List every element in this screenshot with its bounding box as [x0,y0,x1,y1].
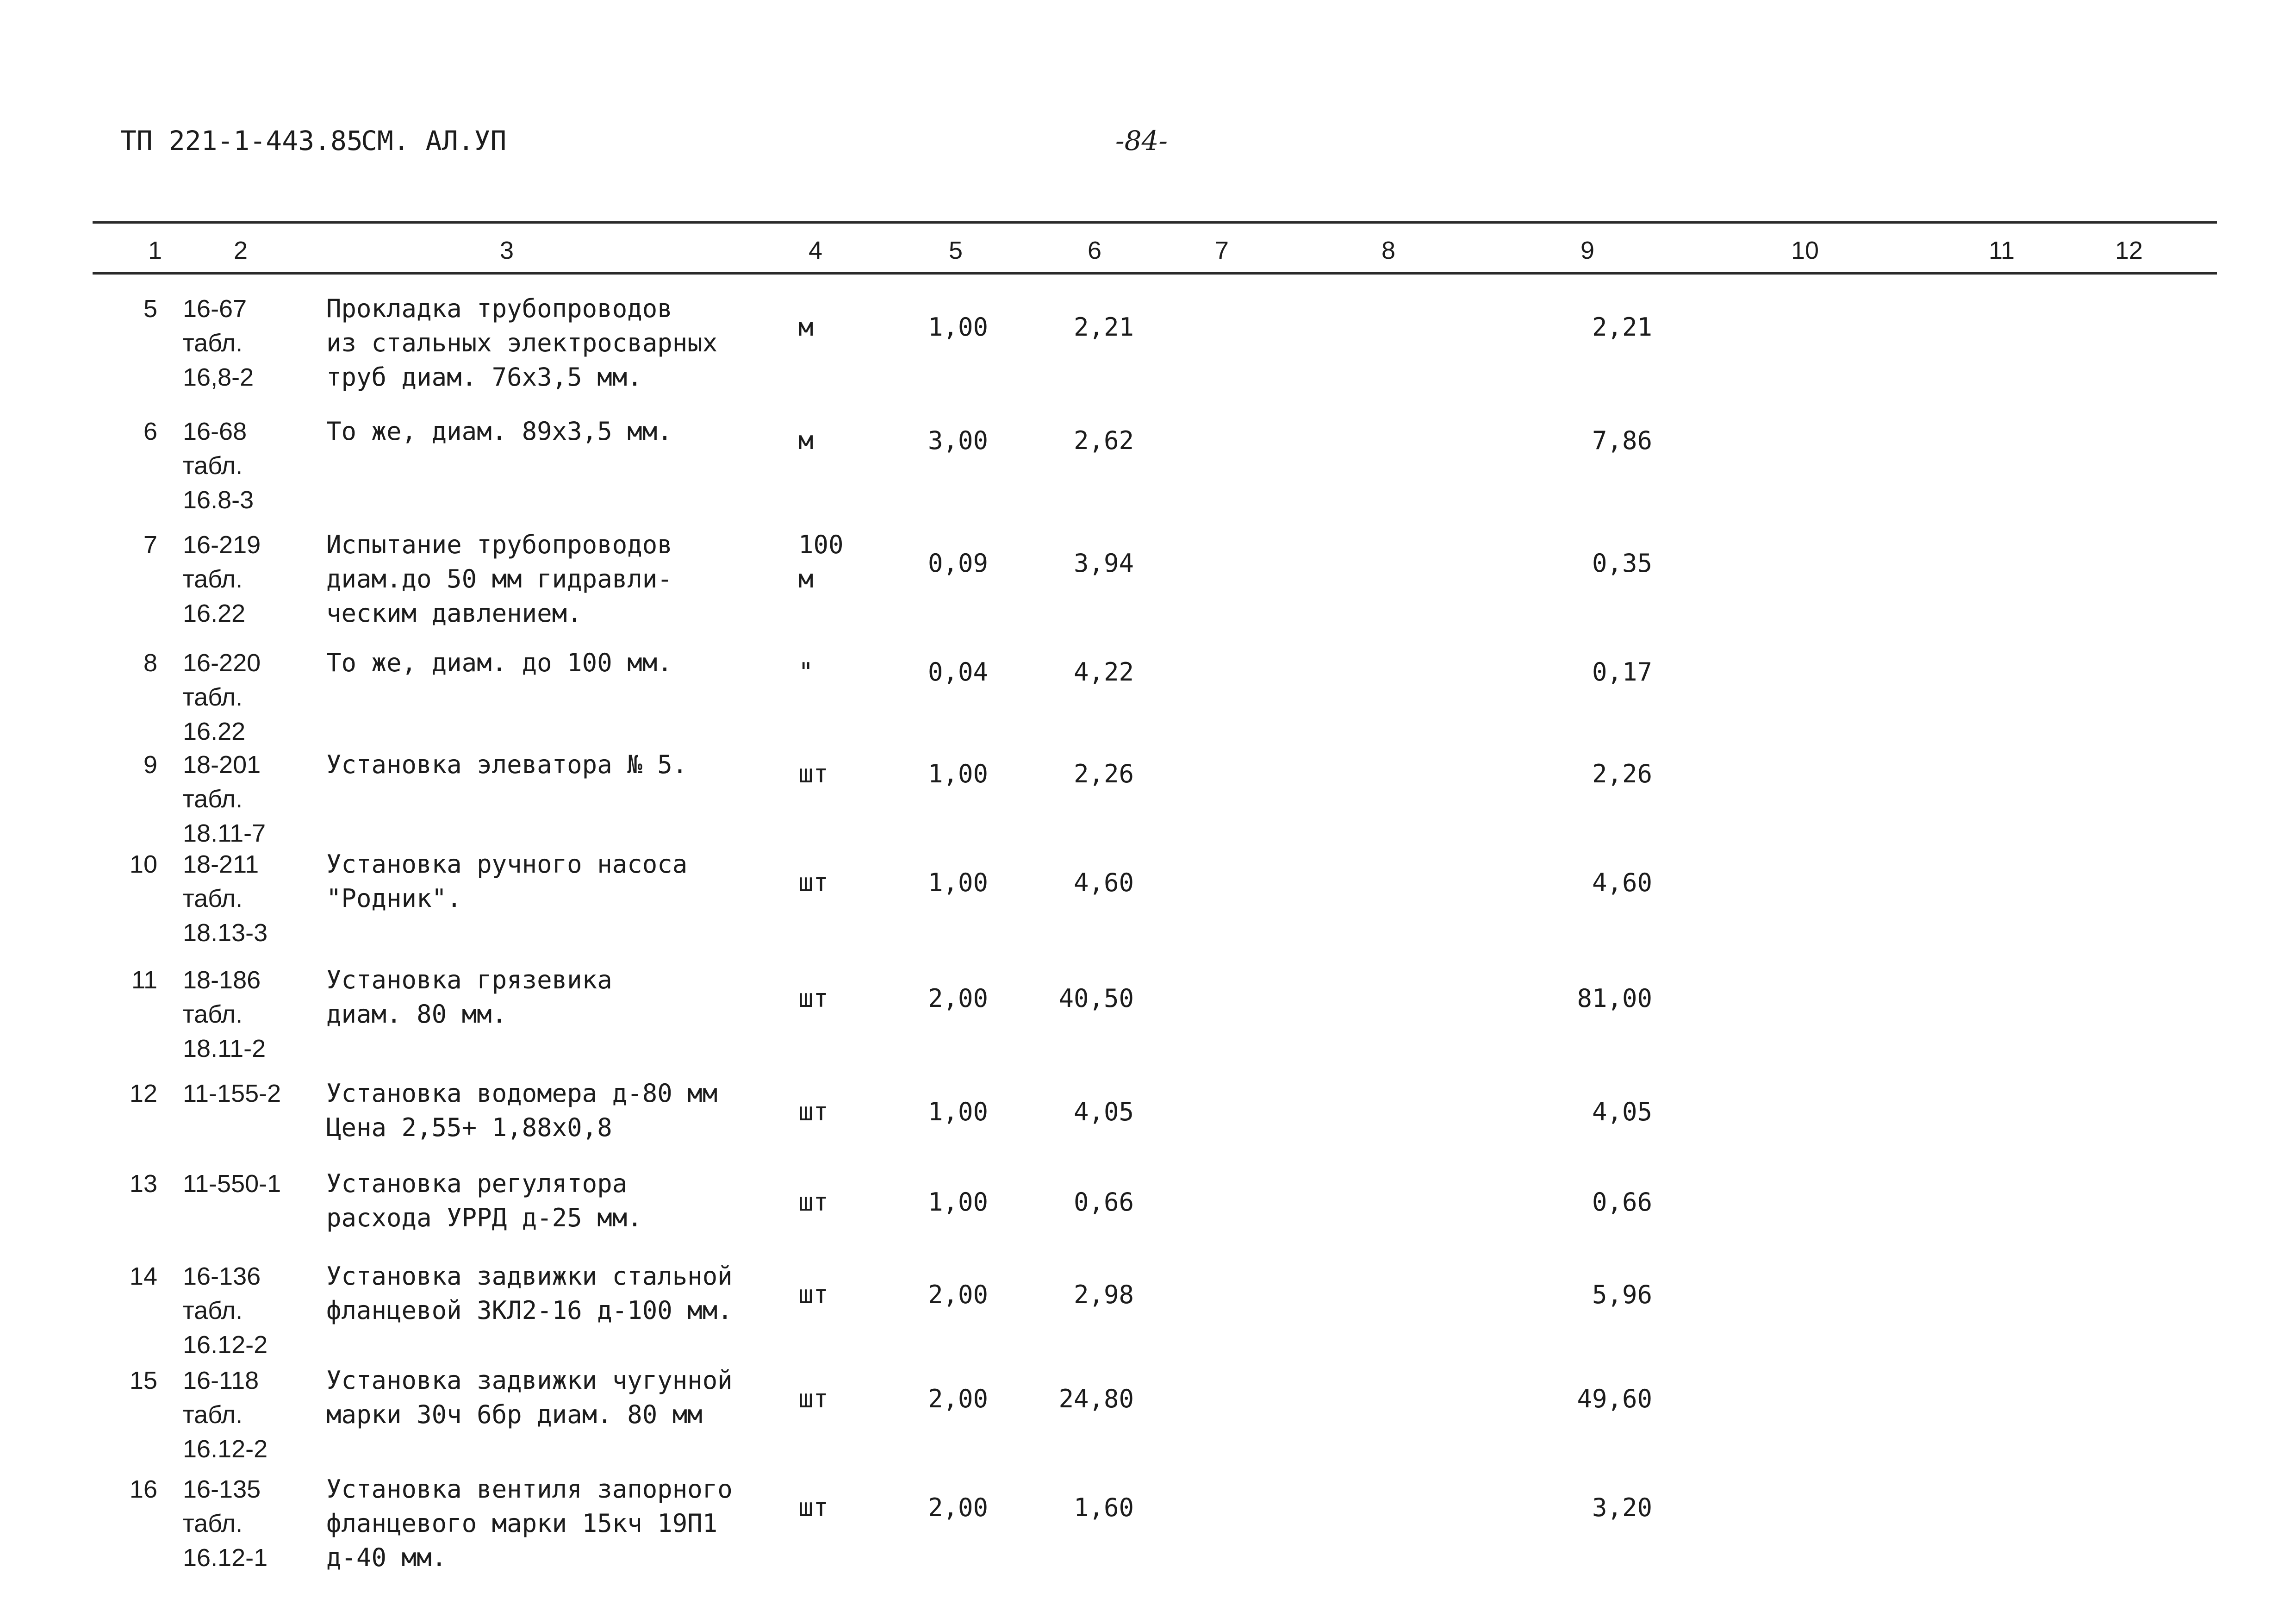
quantity: 0,04 [927,657,988,687]
row-number: 15 [129,1367,157,1394]
unit: шт [798,1493,829,1522]
column-number: 6 [1087,237,1102,264]
row-number: 13 [129,1170,157,1198]
total-cost: 3,20 [1592,1493,1652,1522]
table-row [0,292,2296,394]
column-number: 10 [1791,237,1819,264]
total-cost: 0,17 [1592,657,1652,687]
unit: шт [798,759,829,788]
norm-code: 16-67 табл. 16,8-2 [183,295,254,391]
table-row [0,528,2296,630]
norm-code: 18-201 табл. 18.11-7 [183,751,266,847]
table-row [0,414,2296,516]
unit-price: 4,22 [1073,657,1134,687]
column-number: 9 [1580,237,1595,264]
column-number: 7 [1214,237,1229,264]
unit: м [798,426,814,455]
quantity: 2,00 [927,1384,988,1413]
unit-price: 2,21 [1073,312,1134,342]
quantity: 2,00 [927,1280,988,1309]
unit: 100 м [798,530,844,593]
page-number: -84- [1115,125,1168,156]
work-description: Установка водомера д-80 мм Цена 2,55+ 1,88х0,8 [326,1079,718,1142]
quantity: 1,00 [927,1097,988,1126]
table-row [0,646,2296,748]
document-code: ТП 221-1-443.85 [120,125,363,156]
unit: шт [798,1097,829,1126]
work-description: Установка ручного насоса "Родник". [326,849,688,913]
table-header-rule [93,272,2217,275]
total-cost: 5,96 [1592,1280,1652,1309]
quantity: 1,00 [927,759,988,788]
norm-code: 18-211 табл. 18.13-3 [183,850,268,947]
quantity: 1,00 [927,1187,988,1217]
unit-price: 2,62 [1073,426,1134,455]
unit-price: 3,94 [1073,549,1134,578]
column-number: 3 [499,237,514,264]
unit-price: 2,26 [1073,759,1134,788]
row-number: 5 [143,295,157,323]
total-cost: 4,05 [1592,1097,1652,1126]
total-cost: 4,60 [1592,868,1652,897]
norm-code: 16-118 табл. 16.12-2 [183,1367,268,1463]
quantity: 2,00 [927,1493,988,1522]
row-number: 16 [129,1475,157,1503]
table-row [0,1259,2296,1361]
row-number: 14 [129,1262,157,1290]
norm-code: 16-220 табл. 16.22 [183,649,261,745]
quantity: 0,09 [927,549,988,578]
work-description: Прокладка трубопроводов из стальных электросварных труб диам. 76х3,5 мм. [326,294,718,392]
quantity: 2,00 [927,984,988,1013]
table-row [0,1076,2296,1178]
total-cost: 0,35 [1592,549,1652,578]
norm-code: 11-550-1 [183,1170,281,1198]
row-number: 11 [131,966,157,994]
table-row [0,963,2296,1065]
column-number: 11 [1988,237,2015,264]
work-description: Установка вентиля запорного фланцевого марки 15кч 19П1 д-40 мм. [326,1474,733,1572]
norm-code: 16-135 табл. 16.12-1 [183,1475,268,1572]
work-description: Установка задвижки стальной фланцевой 3КЛ2-16 д-100 мм. [326,1262,733,1325]
quantity: 3,00 [927,426,988,455]
norm-code: 18-186 табл. 18.11-2 [183,966,266,1062]
unit-price: 4,05 [1073,1097,1134,1126]
quantity: 1,00 [927,312,988,342]
sheet-reference: СМ. АЛ.УП [361,125,507,156]
work-description: Установка элеватора № 5. [326,750,688,779]
row-number: 8 [143,649,157,677]
unit-price: 0,66 [1073,1187,1134,1217]
work-description: Установка регулятора расхода УРРД д-25 мм. [326,1169,642,1232]
table-row [0,847,2296,949]
unit-price: 4,60 [1073,868,1134,897]
total-cost: 81,00 [1577,984,1652,1013]
row-number: 10 [129,850,157,878]
table-row [0,1472,2296,1574]
total-cost: 7,86 [1592,426,1652,455]
unit-price: 1,60 [1073,1493,1134,1522]
column-number: 8 [1381,237,1396,264]
column-number: 1 [148,237,162,264]
row-number: 9 [143,751,157,779]
unit-price: 24,80 [1058,1384,1134,1413]
work-description: То же, диам. 89х3,5 мм. [326,417,672,446]
work-description: Установка грязевика диам. 80 мм. [326,965,612,1029]
total-cost: 0,66 [1592,1187,1652,1217]
unit: " [798,657,814,687]
column-number: 4 [808,237,823,264]
norm-code: 11-155-2 [183,1080,281,1107]
total-cost: 2,26 [1592,759,1652,788]
row-number: 6 [143,418,157,445]
norm-code: 16-219 табл. 16.22 [183,531,261,627]
row-number: 7 [143,531,157,559]
unit: шт [798,984,829,1013]
work-description: Испытание трубопроводов диам.до 50 мм гидравли- ческим давлением. [326,530,672,628]
unit-price: 40,50 [1058,984,1134,1013]
table-row [0,1167,2296,1268]
column-number: 12 [2115,237,2143,264]
norm-code: 16-136 табл. 16.12-2 [183,1262,268,1359]
quantity: 1,00 [927,868,988,897]
table-top-rule [93,221,2217,224]
total-cost: 49,60 [1577,1384,1652,1413]
column-number: 2 [233,237,248,264]
unit: м [798,312,814,342]
table-row [0,1363,2296,1465]
row-number: 12 [129,1080,157,1107]
norm-code: 16-68 табл. 16.8-3 [183,418,254,514]
unit: шт [798,868,829,897]
work-description: Установка задвижки чугунной марки 30ч 6бр диам. 80 мм [326,1366,733,1429]
table-row [0,748,2296,849]
unit: шт [798,1280,829,1309]
unit-price: 2,98 [1073,1280,1134,1309]
unit: шт [798,1384,829,1413]
unit: шт [798,1187,829,1217]
work-description: То же, диам. до 100 мм. [326,648,672,677]
total-cost: 2,21 [1592,312,1652,342]
column-number: 5 [948,237,963,264]
